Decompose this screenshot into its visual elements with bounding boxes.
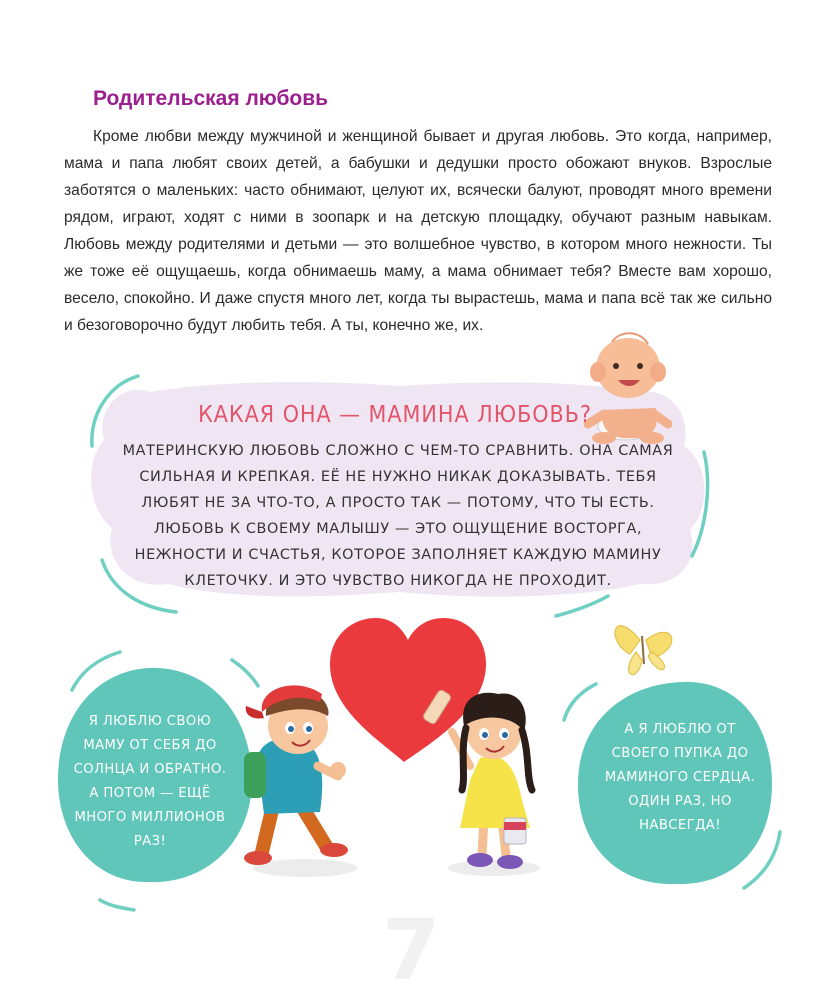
- callout-text: МАТЕРИНСКУЮ ЛЮБОВЬ СЛОЖНО С ЧЕМ-ТО СРАВНИТЬ. ОНА САМАЯ СИЛЬНАЯ И КРЕПКАЯ. ЕЁ НЕ НУЖНО НИКАК ДОКАЗЫВАТЬ. ТЕБЯ ЛЮБЯТ НЕ ЗА ЧТО-ТО, А ПРОСТО ТАК — ПОТОМУ, ЧТО ТЫ ЕСТЬ. ЛЮБОВЬ К СВОЕМУ МАЛЫШУ — ЭТО ОЩУЩЕНИЕ ВОСТОРГА, НЕЖНОСТИ И СЧАСТЬЯ, КОТОРОЕ ЗАПОЛНЯЕТ КАЖДУЮ МАМИНУ КЛЕТОЧКУ. И ЭТО ЧУВСТВО НИКОГДА НЕ ПРОХОДИТ.: [122, 443, 674, 589]
- body-paragraph: Кроме любви между мужчиной и женщиной бывает и другая любовь. Это когда, например, мама и папа любят своих детей, а бабушки и дедушки просто обожают внуков. Взрослые заботятся о маленьких: часто обнимают, целуют их, всячески балуют, проводят много времени рядом, играют, ходят с ними в зоопарк и на детскую площадку, обучают разным навыкам. Любовь между родителями и детьми — это волшебное чувство, в котором много нежности. Ты же тоже её ощущаешь, когда обнимаешь маму, а мама обнимает тебя? Вместе вам хорошо, весело, спокойно. И даже спустя много лет, когда ты вырастешь, мама и папа всё так же сильно и безоговорочно будут любить тебя. А ты, конечно же, их.: [64, 128, 772, 334]
- boy-illustration: [244, 685, 357, 877]
- body-text: [64, 123, 772, 339]
- butterfly-illustration: [615, 626, 672, 675]
- callout-title: КАКАЯ ОНА — МАМИНА ЛЮБОВЬ?: [198, 402, 592, 428]
- page-number: 7: [381, 901, 441, 999]
- speech-bubble-right: А Я ЛЮБЛЮ ОТ СВОЕГО ПУПКА ДО МАМИНОГО СЕРДЦА. ОДИН РАЗ, НО НАВСЕГДА!: [604, 722, 756, 833]
- section-heading: Родительская любовь: [93, 87, 329, 110]
- speech-bubble-left: Я ЛЮБЛЮ СВОЮ МАМУ ОТ СЕБЯ ДО СОЛНЦА И ОБРАТНО. А ПОТОМ — ЕЩЁ МНОГО МИЛЛИОНОВ РАЗ!: [73, 714, 227, 849]
- deco-arc-right-bottom: [556, 596, 608, 616]
